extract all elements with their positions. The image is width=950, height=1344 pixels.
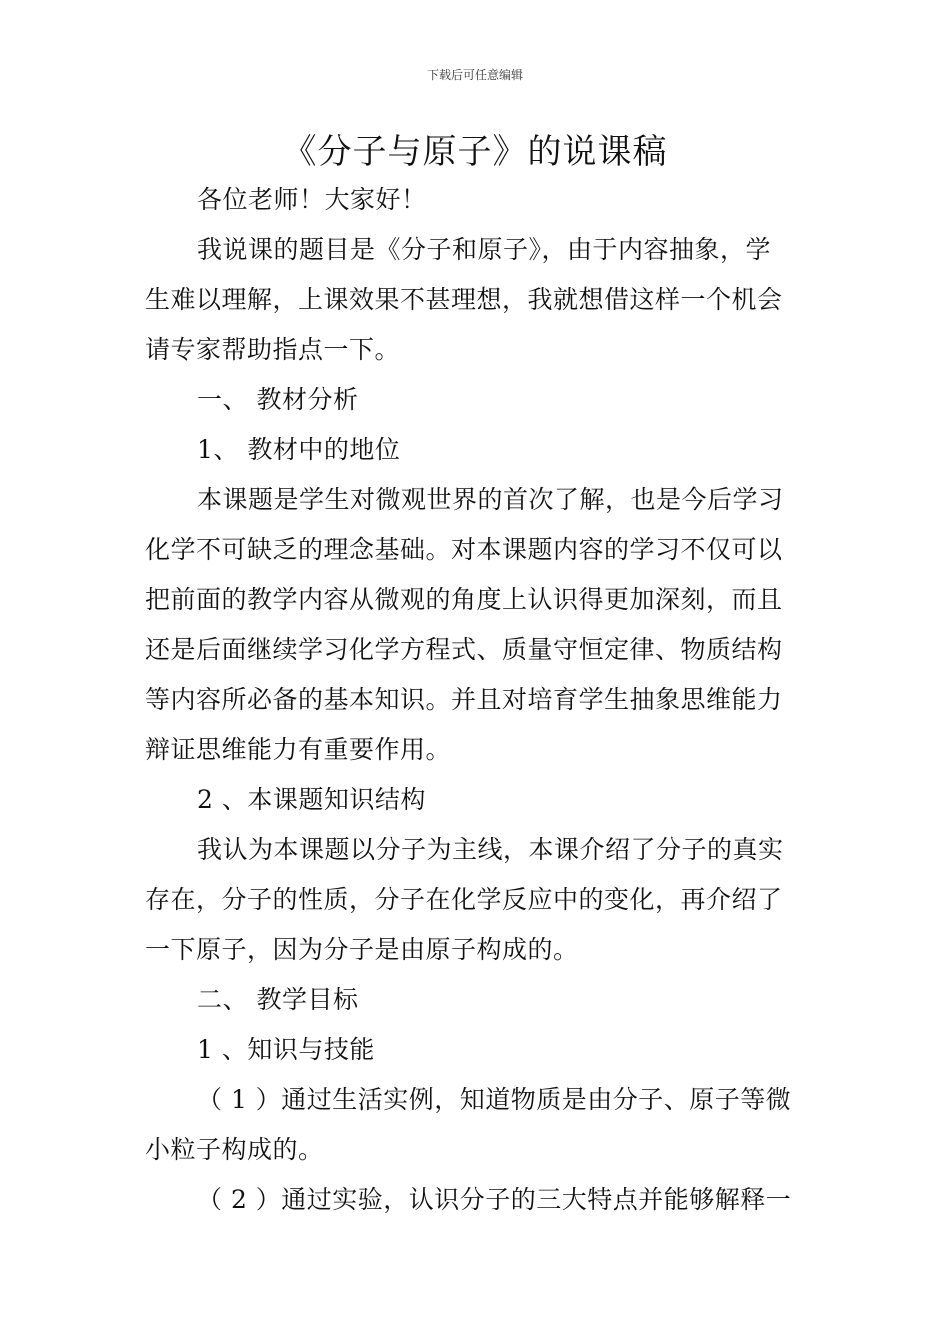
paragraph-line: 我说课的题目是《分子和原子》，由于内容抽象，学 [197, 235, 772, 264]
paragraph-line: 各位老师！大家好！ [197, 185, 427, 214]
list-item-line: 小粒子构成的。 [145, 1135, 324, 1164]
paragraph-line: 还是后面继续学习化学方程式、质量守恒定律、物质结构 [145, 635, 783, 664]
subsection-heading: 1、 教材中的地位 [197, 435, 401, 464]
paragraph-line: 请专家帮助指点一下。 [145, 335, 401, 364]
header-note: 下载后可任意编辑 [426, 68, 523, 82]
paragraph-line: 本课题是学生对微观世界的首次了解，也是今后学习 [197, 485, 784, 514]
paragraph-line: 生难以理解，上课效果不甚理想，我就想借这样一个机会 [145, 285, 783, 314]
paragraph-line: 把前面的教学内容从微观的角度上认识得更加深刻，而且 [145, 585, 783, 614]
paragraph-line: 存在，分子的性质，分子在化学反应中的变化，再介绍了 [145, 885, 783, 914]
document-body [145, 175, 813, 1225]
list-item-line: （ 1 ）通过生活实例，知道物质是由分子、原子等微 [197, 1085, 792, 1114]
paragraph-line: 辩证思维能力有重要作用。 [145, 735, 452, 764]
paragraph-line: 化学不可缺乏的理念基础。对本课题内容的学习不仅可以 [145, 535, 783, 564]
subsection-heading: 2 、本课题知识结构 [197, 785, 426, 814]
document-title: 《分子与原子》的说课稿 [282, 132, 668, 172]
list-item-line: （ 2 ）通过实验，认识分子的三大特点并能够解释一 [197, 1185, 792, 1214]
subsection-heading: 1 、知识与技能 [197, 1035, 375, 1064]
section-heading: 一、 教材分析 [197, 385, 359, 414]
paragraph-line: 等内容所必备的基本知识。并且对培育学生抽象思维能力 [145, 685, 783, 714]
section-heading: 二、 教学目标 [197, 985, 359, 1014]
paragraph-line: 一下原子，因为分子是由原子构成的。 [145, 935, 579, 964]
paragraph-line: 我认为本课题以分子为主线，本课介绍了分子的真实 [197, 835, 784, 864]
